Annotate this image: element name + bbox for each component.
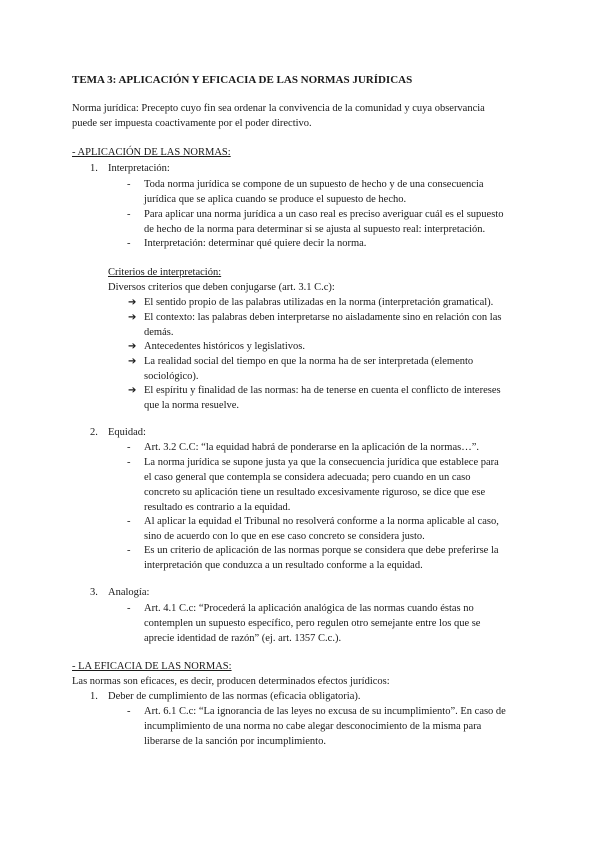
- item-label-equidad: Equidad:: [108, 427, 146, 438]
- bullet-line: Art. 4.1 C.c: “Procederá la aplicación analógica de las normas cuando éstas no: [144, 603, 474, 614]
- section-heading-eficacia: - LA EFICACIA DE LAS NORMAS:: [72, 661, 232, 672]
- bullet-dash: -: [127, 457, 131, 468]
- arrow-item-line: El contexto: las palabras deben interpretarse no aisladamente sino en relación con las: [144, 312, 502, 323]
- arrow-item-line: sociológico).: [144, 371, 199, 382]
- bullet-line: Art. 3.2 C.C: “la equidad habrá de ponderarse en la aplicación de la normas…”.: [144, 442, 480, 453]
- arrow-item-line: que la norma resuelve.: [144, 400, 240, 411]
- arrow-item-line: Antecedentes históricos y legislativos.: [144, 341, 305, 352]
- bullet-line: de hecho de la norma para determinar si se ajusta al supuesto real: interpretación.: [144, 224, 486, 235]
- bullet-line: Es un criterio de aplicación de las normas porque se considera que debe preferirse la: [144, 545, 499, 556]
- bullet-line: incumplimiento de una norma no cabe alegar desconocimiento de la misma para: [144, 721, 482, 732]
- bullet-line: aprecie identidad de razón” (ej. art. 1357 C.c.).: [144, 633, 342, 644]
- bullet-dash: -: [127, 545, 131, 556]
- bullet-line: interpretación que conduzca a un resultado conforme a la equidad.: [144, 560, 423, 571]
- bullet-line: Art. 6.1 C.c: “La ignorancia de las leyes no excusa de su incumplimiento”. En caso de: [144, 706, 506, 717]
- bullet-dash: -: [127, 516, 131, 527]
- arrow-icon: ➔: [128, 385, 137, 396]
- section-heading-aplicacion: - APLICACIÓN DE LAS NORMAS:: [72, 147, 231, 158]
- bullet-line: liberarse de la sanción por incumplimiento.: [144, 736, 326, 747]
- bullet-dash: -: [127, 209, 131, 220]
- list-number: 1.: [90, 163, 98, 174]
- criterios-intro: Diversos criterios que deben conjugarse (art. 3.1 C.c):: [108, 282, 335, 293]
- arrow-item-line: La realidad social del tiempo en que la norma ha de ser interpretada (elemento: [144, 356, 474, 367]
- arrow-item-line: demás.: [144, 327, 174, 338]
- bullet-line: Al aplicar la equidad el Tribunal no resolverá conforme a la norma aplicable al caso,: [144, 516, 499, 527]
- item-label-interpretacion: Interpretación:: [108, 163, 170, 174]
- bullet-line: concreto su aplicación tiene un resultado excesivamente riguroso, se dice que ese: [144, 487, 486, 498]
- arrow-icon: ➔: [128, 312, 137, 323]
- bullet-line: La norma jurídica se supone justa ya que la consecuencia jurídica que establece para: [144, 457, 499, 468]
- arrow-item-line: El sentido propio de las palabras utilizadas en la norma (interpretación gramatical).: [144, 297, 494, 308]
- intro-line: Norma jurídica: Precepto cuyo fin sea ordenar la convivencia de la comunidad y cuya observancia: [72, 103, 485, 114]
- bullet-dash: -: [127, 179, 131, 190]
- bullet-line: jurídica que se aplica cuando se produce el supuesto de hecho.: [144, 194, 407, 205]
- list-number: 1.: [90, 691, 98, 702]
- list-number: 3.: [90, 587, 98, 598]
- document-title: TEMA 3: APLICACIÓN Y EFICACIA DE LAS NORMAS JURÍDICAS: [72, 74, 413, 86]
- bullet-dash: -: [127, 706, 131, 717]
- bullet-dash: -: [127, 442, 131, 453]
- list-number: 2.: [90, 427, 98, 438]
- bullet-line: resultado es contrario a la equidad.: [144, 502, 291, 513]
- bullet-line: contemplen un supuesto específico, pero regulen otro semejante entre los que se: [144, 618, 481, 629]
- arrow-icon: ➔: [128, 356, 137, 367]
- intro-line: puede ser impuesta coactivamente por el poder directivo.: [72, 118, 312, 129]
- bullet-line: Para aplicar una norma jurídica a un caso real es preciso averiguar cuál es el supuesto: [144, 209, 504, 220]
- item-label-analogia: Analogía:: [108, 587, 150, 598]
- item-label-deber: Deber de cumplimiento de las normas (eficacia obligatoria).: [108, 691, 361, 702]
- arrow-icon: ➔: [128, 341, 137, 352]
- arrow-item-line: El espíritu y finalidad de las normas: ha de tenerse en cuenta el conflicto de intereses: [144, 385, 501, 396]
- bullet-line: el caso general que contempla se considera adecuada; pero cuando en un caso: [144, 472, 471, 483]
- section-intro: Las normas son eficaces, es decir, producen determinados efectos jurídicos:: [72, 676, 390, 687]
- bullet-dash: -: [127, 238, 131, 249]
- bullet-line: Interpretación: determinar qué quiere decir la norma.: [144, 238, 367, 249]
- arrow-icon: ➔: [128, 297, 137, 308]
- bullet-line: Toda norma jurídica se compone de un supuesto de hecho y de una consecuencia: [144, 179, 484, 190]
- bullet-dash: -: [127, 603, 131, 614]
- bullet-line: sino de acuerdo con lo que en ese caso concreto se considera justo.: [144, 531, 425, 542]
- criterios-heading: Criterios de interpretación:: [108, 267, 222, 278]
